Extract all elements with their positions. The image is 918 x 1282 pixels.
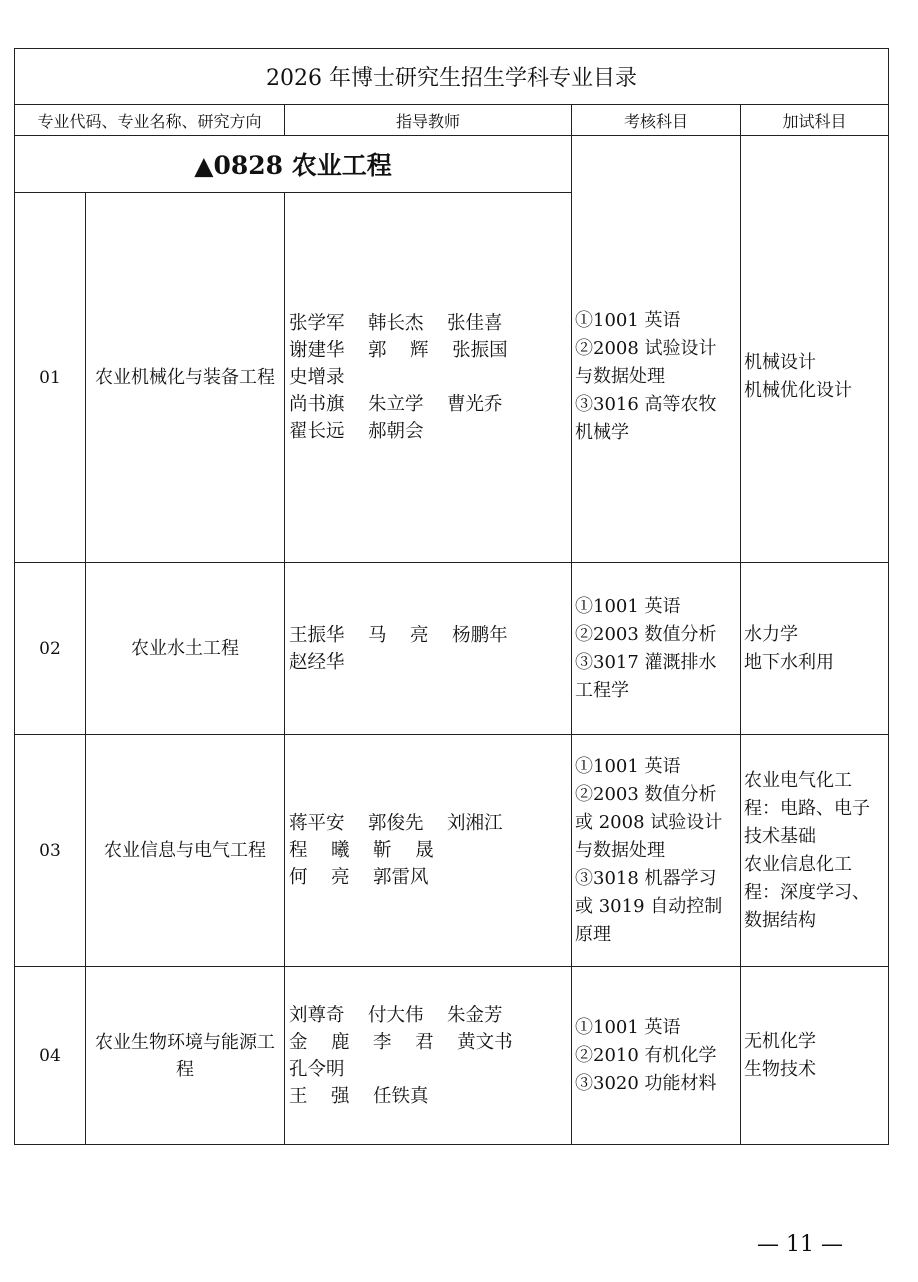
extra-line: 机械设计	[744, 352, 816, 373]
direction-name: 农业机械化与装备工程	[86, 193, 285, 563]
subject-line: ③3017 灌溉排水工程学	[575, 651, 717, 701]
extra-cell	[741, 136, 889, 563]
subject-line: ③3020 功能材料	[575, 1072, 717, 1094]
page-title: 2026 年博士研究生招生学科专业目录	[15, 49, 889, 105]
teacher-line: 何 亮 郭雷风	[289, 867, 429, 888]
teachers-cell	[285, 967, 572, 1145]
header-extra: 加试科目	[741, 105, 889, 136]
teacher-line: 尚书旗 朱立学 曹光乔	[289, 394, 503, 415]
subjects-cell	[572, 136, 741, 563]
page-number: — 11 —	[757, 1232, 843, 1257]
subjects-cell	[572, 967, 741, 1145]
teacher-line: 翟长远 郝朝会	[289, 421, 424, 442]
direction-name: 农业水土工程	[86, 563, 285, 735]
teachers-cell	[285, 735, 572, 967]
teacher-line: 张学军 韩长杰 张佳喜	[289, 313, 503, 334]
direction-code: 01	[15, 193, 86, 563]
teacher-line: 王振华 马 亮 杨鹏年	[289, 624, 508, 646]
extra-line: 无机化学	[744, 1030, 816, 1052]
extra-line: 生物技术	[744, 1058, 816, 1080]
teacher-line: 史增录	[289, 367, 345, 388]
extra-line: 农业信息化工程：深度学习、数据结构	[744, 853, 870, 931]
teacher-line: 蒋平安 郭俊先 刘湘江	[289, 813, 503, 834]
subject-line: ①1001 英语	[575, 755, 681, 777]
extra-cell	[741, 735, 889, 967]
catalog-table	[14, 48, 889, 1145]
subject-line: ②2003 数值分析	[575, 623, 717, 645]
extra-cell	[741, 967, 889, 1145]
subject-line: ①1001 英语	[575, 1016, 681, 1038]
extra-line: 地下水利用	[744, 651, 834, 673]
direction-code: 03	[15, 735, 86, 967]
teacher-line: 王 强 任铁真	[289, 1085, 429, 1107]
subject-line: ②2010 有机化学	[575, 1044, 717, 1066]
teacher-line: 赵经华	[289, 651, 345, 673]
table-row	[15, 563, 889, 735]
subject-line: ②2003 数值分析或 2008 试验设计与数据处理	[575, 783, 723, 861]
extra-line: 农业电气化工程：电路、电子技术基础	[744, 769, 870, 847]
table-row	[15, 735, 889, 967]
subject-line: ③3018 机器学习或 3019 自动控制原理	[575, 867, 723, 945]
direction-code: 02	[15, 563, 86, 735]
subject-line: ①1001 英语	[575, 310, 681, 331]
subjects-cell	[572, 735, 741, 967]
header-major: 专业代码、专业名称、研究方向	[15, 105, 285, 136]
table-row	[15, 967, 889, 1145]
teacher-line: 程 曦 靳 晟	[289, 840, 434, 861]
direction-name: 农业信息与电气工程	[86, 735, 285, 967]
teacher-line: 孔令明	[289, 1058, 345, 1080]
teachers-cell	[285, 193, 572, 563]
extra-line: 水力学	[744, 623, 798, 645]
subject-line: ①1001 英语	[575, 595, 681, 617]
header-subjects: 考核科目	[572, 105, 741, 136]
header-teachers: 指导教师	[285, 105, 572, 136]
major-heading: ▲0828 农业工程	[15, 136, 572, 193]
teachers-cell	[285, 563, 572, 735]
extra-line: 机械优化设计	[744, 380, 852, 401]
teacher-line: 金 鹿 李 君 黄文书	[289, 1031, 513, 1053]
subjects-cell	[572, 563, 741, 735]
extra-cell	[741, 563, 889, 735]
subject-line: ③3016 高等农牧机械学	[575, 394, 717, 443]
direction-name: 农业生物环境与能源工程	[86, 967, 285, 1145]
subject-line: ②2008 试验设计与数据处理	[575, 338, 717, 387]
teacher-line: 谢建华 郭 辉 张振国	[289, 340, 508, 361]
teacher-line: 刘尊奇 付大伟 朱金芳	[289, 1004, 503, 1026]
direction-code: 04	[15, 967, 86, 1145]
